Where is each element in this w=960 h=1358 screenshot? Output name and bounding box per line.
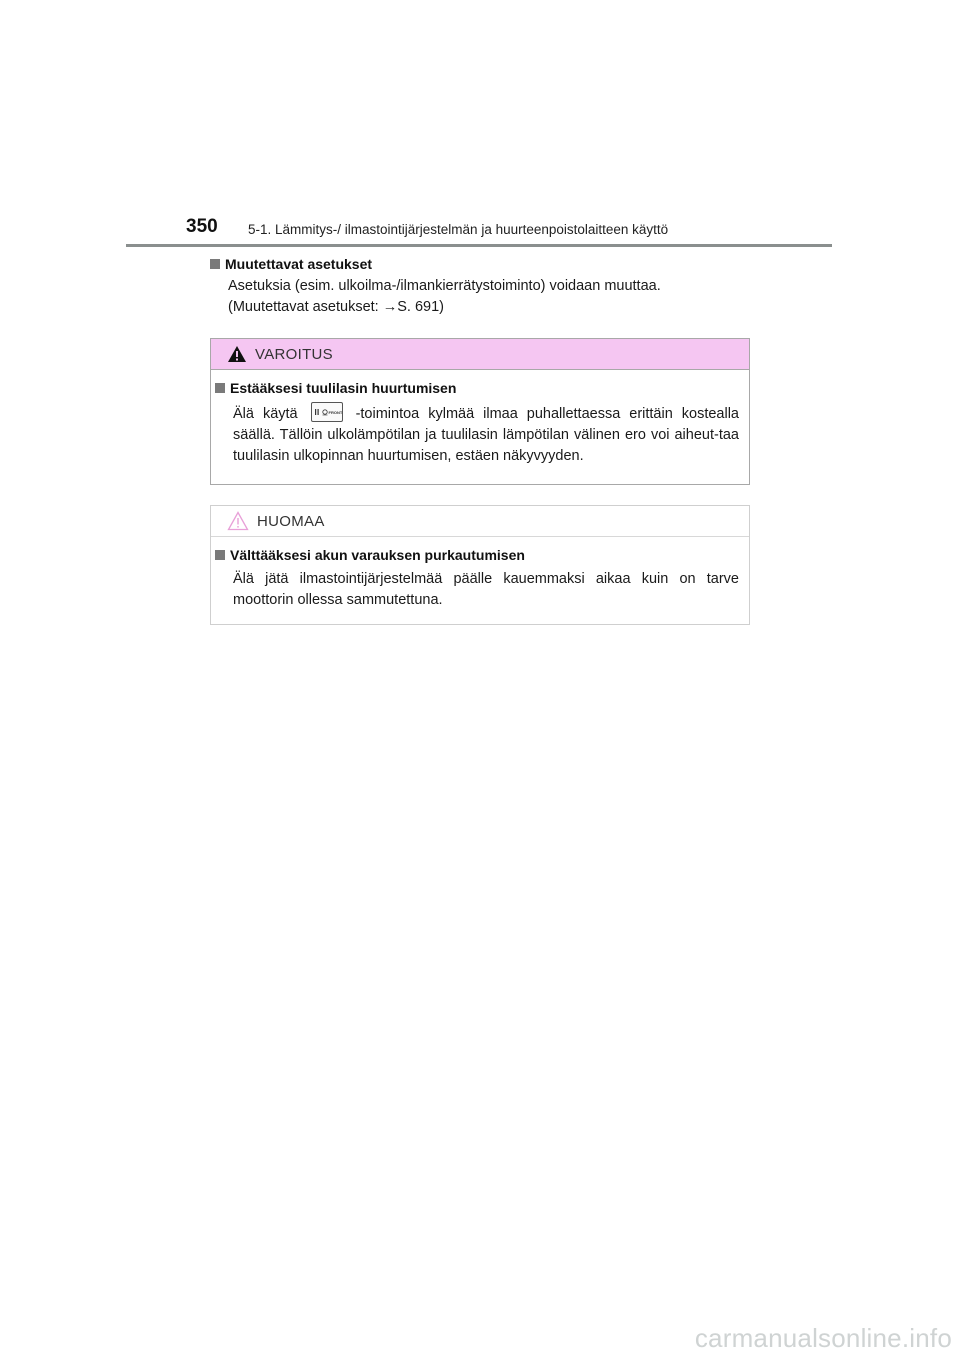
bullet-square-icon: [215, 383, 225, 393]
warning-box: [210, 338, 750, 485]
bullet-square-icon: [210, 259, 220, 269]
notice-heading: [215, 547, 739, 563]
warning-text-after: -toimintoa kylmää ilmaa puhallettaessa erittäin kostealla säällä. Tällöin ulkolämpötilan ja tuulilasin lämpötilan välinen ero voi aiheut-taa tuulilasin ulkopinnan huurtumisen, estäen näkyvyyden.: [233, 406, 739, 464]
section-heading: [210, 256, 750, 272]
section-body: [228, 276, 750, 318]
header-divider: [126, 244, 832, 247]
front-label: FRONT: [328, 410, 342, 415]
section-line-2: (Muutettavat asetukset: →S. 691): [228, 299, 444, 315]
page-number: 350: [186, 216, 218, 237]
caution-outline-icon: [227, 511, 249, 531]
warning-box-header: [211, 339, 749, 370]
warning-heading: [215, 380, 739, 396]
warning-box-title: VAROITUS: [255, 345, 333, 363]
section-heading-text: Muutettavat asetukset: [225, 256, 373, 272]
warning-text: [233, 402, 739, 467]
notice-heading-text: Välttääksesi akun varauksen purkautumisen: [230, 547, 525, 563]
notice-box-title: HUOMAA: [257, 512, 325, 530]
notice-box-header: [211, 506, 749, 537]
bullet-square-icon: [215, 550, 225, 560]
warning-heading-text: Estääksesi tuulilasin huurtumisen: [230, 380, 457, 396]
notice-box-content: [211, 537, 749, 611]
settings-section: [210, 256, 750, 318]
warning-triangle-icon: [227, 345, 247, 363]
front-defogger-button-icon: [311, 402, 343, 422]
notice-text: Älä jätä ilmastointijärjestelmää päälle kauemmaksi aikaa kuin on tarve moottorin ollessa sammutettuna.: [233, 571, 739, 608]
warning-box-content: [211, 370, 749, 467]
notice-box: [210, 505, 750, 625]
watermark: carmanualsonline.info: [694, 1323, 952, 1353]
section-line-1: Asetuksia (esim. ulkoilma-/ilmankierrätystoiminto) voidaan muuttaa.: [228, 278, 661, 294]
chapter-title: 5-1. Lämmitys-/ ilmastointijärjestelmän ja huurteenpoistolaitteen käyttö: [248, 222, 669, 237]
warning-text-before: Älä käytä: [233, 406, 298, 422]
